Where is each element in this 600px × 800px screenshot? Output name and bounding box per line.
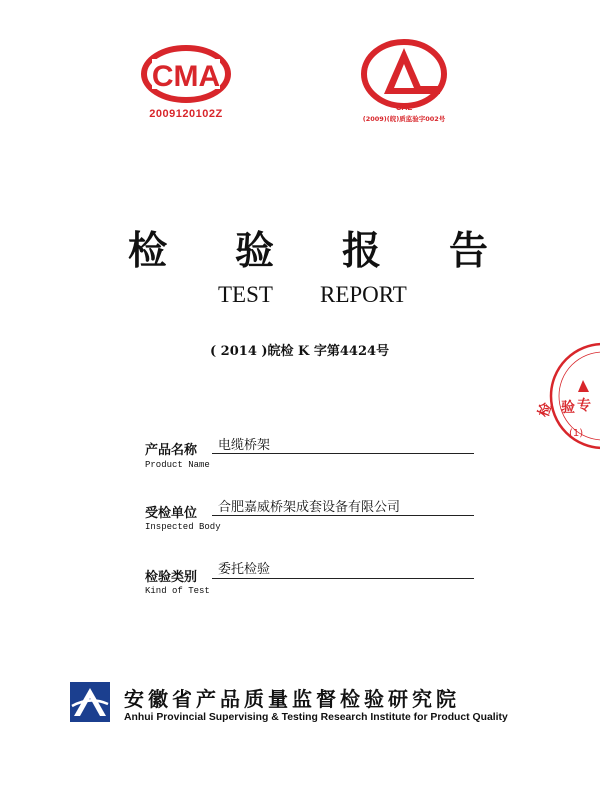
institute-name-zh: 安徽省产品质量监督检验研究院 [124,687,460,711]
seal-fragment-char: 专 [577,398,591,414]
report-title-en-report: REPORT [320,282,407,307]
field-label-product-name-en: Product Name [145,460,210,470]
seal-number: (1) [569,428,584,439]
report-number: ( 2014 )皖检 K 字第4424号 [210,344,390,359]
field-label-kind-of-test-en: Kind of Test [145,586,210,596]
report-title-en-test: TEST [218,282,273,307]
field-underline [212,453,474,454]
title-char: 验 [234,229,274,274]
inspection-seal [525,340,600,460]
cal-logo-text: CAL [395,103,413,112]
cma-mark [138,42,234,127]
field-label-inspected-body: 受检单位 [145,506,198,521]
title-char: 告 [448,229,488,274]
institute-logo-icon [70,682,110,722]
cma-number: 2009120102Z [149,108,223,120]
field-value-kind-of-test: 委托检验 [218,562,271,577]
seal-fragment-char: 检 [535,400,556,420]
seal-fragment-char: 验 [561,400,575,416]
cma-logo-icon [138,42,234,108]
field-underline [212,515,474,516]
field-label-inspected-body-en: Inspected Body [145,522,221,532]
institute-name-en: Anhui Provincial Supervising & Testing Research Institute for Product Quality [124,712,508,723]
title-char: 检 [128,229,168,274]
field-underline [212,578,474,579]
field-label-product-name: 产品名称 [145,443,198,458]
cal-logo-icon [348,38,460,114]
seal-icon [525,340,600,460]
field-value-product-name: 电缆桥架 [218,438,271,453]
cma-logo-text: CMA [151,60,221,93]
report-title-zh [128,224,488,280]
cal-mark [348,38,460,130]
field-label-kind-of-test: 检验类别 [145,570,198,585]
field-value-inspected-body: 合肥嘉威桥架成套设备有限公司 [218,500,401,515]
institute-logo [70,682,110,722]
title-char: 报 [341,229,381,274]
cal-number: (2009)(皖)质监验字002号 [362,115,446,123]
